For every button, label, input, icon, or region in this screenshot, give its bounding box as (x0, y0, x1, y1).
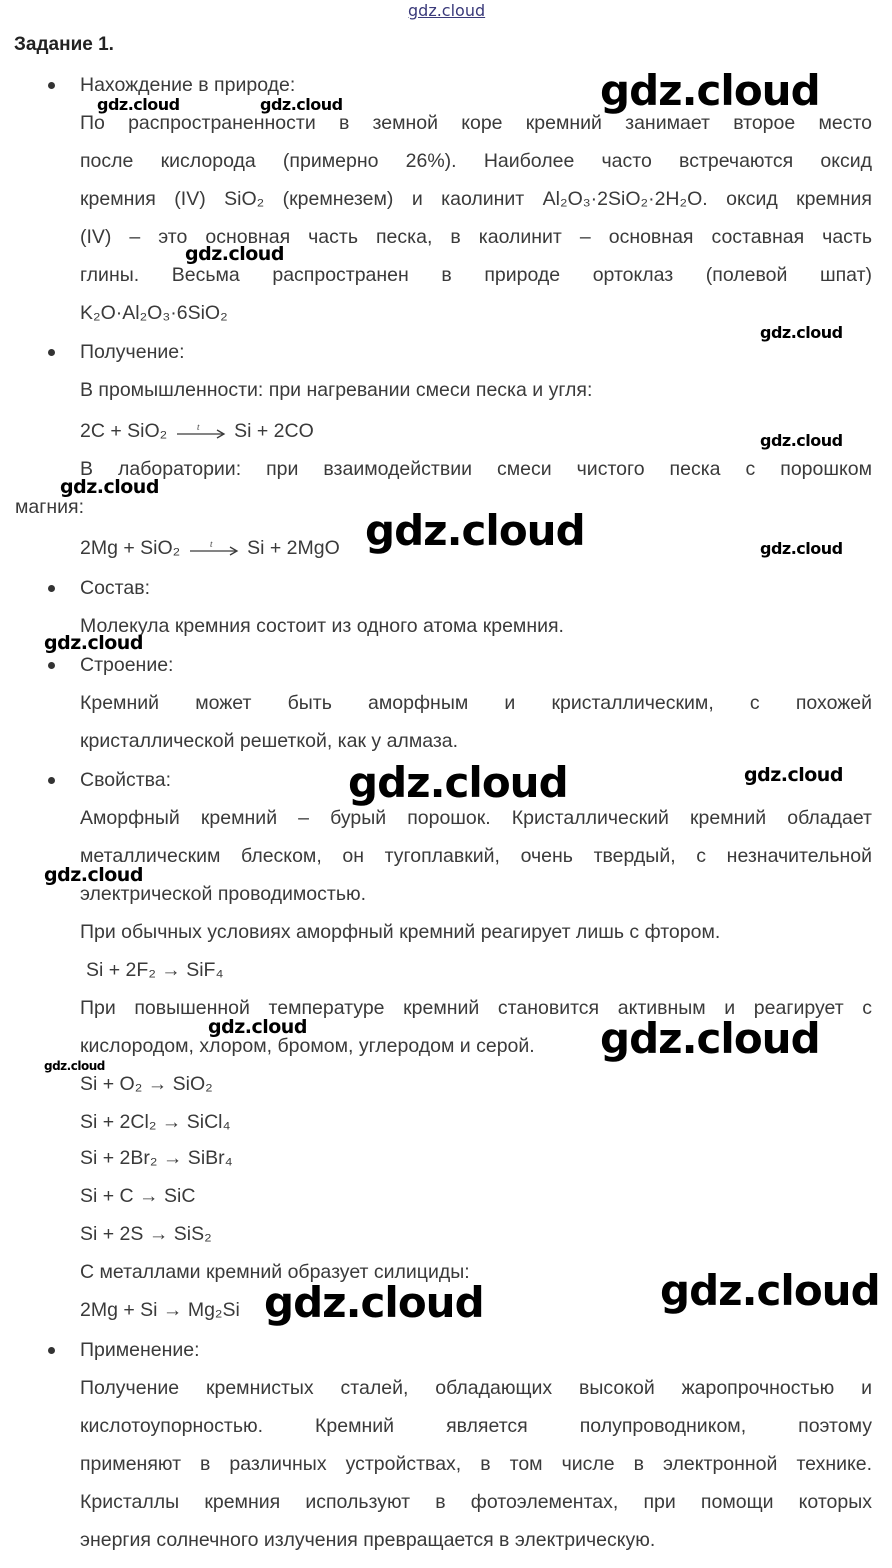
watermark: gdz.cloud (600, 66, 820, 115)
task-title-dot: . (108, 34, 114, 55)
watermark: gdz.cloud (760, 431, 843, 450)
equation-industry (80, 420, 314, 443)
application-heading: Применение: (80, 1339, 200, 1361)
properties-line-5: При повышенной температуре кремний становится активным и реагирует с (80, 997, 872, 1019)
nature-line-6: K₂O·Al₂O₃·6SiO₂ (80, 302, 228, 324)
properties-line-2: металлическим блеском, он тугоплавкий, очень твердый, с незначительной (80, 845, 872, 867)
watermark: gdz.cloud (44, 632, 143, 654)
production-heading: Получение: (80, 341, 185, 363)
nature-line-2: после кислорода (примерно 26%). Наиболее часто встречаются оксид (80, 150, 872, 172)
properties-heading: Свойства: (80, 769, 172, 791)
nature-heading: Нахождение в природе: (80, 74, 296, 96)
equation-lab (80, 537, 340, 560)
watermark: gdz.cloud (365, 506, 585, 555)
watermark: gdz.cloud (760, 323, 843, 342)
watermark: gdz.cloud (44, 864, 143, 886)
equation-carbon: Si + C → SiC (80, 1185, 196, 1207)
watermark: gdz.cloud (208, 1016, 307, 1038)
equation-fluorine: Si + 2F₂ → SiF₄ (86, 959, 224, 981)
bullet-properties (48, 777, 55, 784)
structure-line-2: кристаллической решеткой, как у алмаза. (80, 730, 459, 752)
task-title-text: Задание 1 (14, 34, 109, 55)
equation-industry-left: 2C + SiO₂ (80, 420, 168, 442)
equation-sulfur: Si + 2S → SiS₂ (80, 1223, 212, 1245)
application-line-3: применяют в различных устройствах, в том числе в электронной технике. (80, 1453, 872, 1475)
watermark: gdz.cloud (44, 1059, 105, 1073)
watermark: gdz.cloud (660, 1266, 880, 1315)
production-industry: В промышленности: при нагревании смеси песка и угля: (80, 379, 593, 401)
watermark: gdz.cloud (760, 539, 843, 558)
nature-line-3: кремния (IV) SiO₂ (кремнезем) и каолинит Al₂O₃·2SiO₂·2H₂O. оксид кремния (80, 188, 872, 210)
watermark: gdz.cloud (264, 1278, 484, 1327)
composition-heading: Состав: (80, 577, 151, 599)
equation-bromine: Si + 2Br₂ → SiBr₄ (80, 1147, 233, 1169)
watermark: gdz.cloud (60, 476, 159, 498)
watermark: gdz.cloud (600, 1014, 820, 1063)
header-watermark-link[interactable]: gdz.cloud (408, 1, 486, 20)
bullet-composition (48, 585, 55, 592)
heat-arrow-icon (186, 539, 242, 559)
properties-line-1: Аморфный кремний – бурый порошок. Кристаллический кремний обладает (80, 807, 872, 829)
application-line-5: энергия солнечного излучения превращается в электрическую. (80, 1529, 656, 1551)
equation-magnesium: 2Mg + Si → Mg₂Si (80, 1299, 240, 1321)
properties-line-6: кислородом, хлором, бромом, углеродом и серой. (80, 1035, 535, 1057)
nature-line-4: (IV) – это основная часть песка, в каолинит – основная составная часть (80, 226, 872, 248)
structure-line-1: Кремний может быть аморфным и кристаллическим, с похожей (80, 692, 872, 714)
production-lab-line-2: магния: (15, 496, 85, 518)
application-line-2: кислотоупорностью. Кремний является полупроводником, поэтому (80, 1415, 872, 1437)
heat-arrow-icon (173, 422, 229, 442)
task-title (14, 34, 114, 56)
equation-oxygen: Si + O₂ → SiO₂ (80, 1073, 213, 1095)
watermark: gdz.cloud (97, 95, 180, 114)
watermark: gdz.cloud (260, 95, 343, 114)
nature-line-5: глины. Весьма распространен в природе ортоклаз (полевой шпат) (80, 264, 872, 286)
bullet-structure (48, 662, 55, 669)
equation-industry-right: Si + 2CO (234, 420, 314, 442)
watermark: gdz.cloud (348, 758, 568, 807)
composition-text: Молекула кремния состоит из одного атома кремния. (80, 615, 564, 637)
production-lab-line-1: В лаборатории: при взаимодействии смеси чистого песка с порошком (80, 458, 872, 480)
arrow-label-1: t (196, 421, 200, 432)
equation-lab-right: Si + 2MgO (247, 537, 340, 559)
application-line-1: Получение кремнистых сталей, обладающих высокой жаропрочностью и (80, 1377, 872, 1399)
nature-line-1: По распространенности в земной коре кремний занимает второе место (80, 112, 872, 134)
bullet-application (48, 1347, 55, 1354)
properties-line-7: С металлами кремний образует силициды: (80, 1261, 470, 1283)
application-line-4: Кристаллы кремния используют в фотоэлементах, при помощи которых (80, 1491, 872, 1513)
equation-lab-left: 2Mg + SiO₂ (80, 537, 181, 559)
watermark: gdz.cloud (185, 243, 284, 265)
properties-line-4: При обычных условиях аморфный кремний реагирует лишь с фтором. (80, 921, 721, 943)
bullet-production (48, 349, 55, 356)
equation-chlorine: Si + 2Cl₂ → SiCl₄ (80, 1111, 231, 1133)
bullet-nature (48, 82, 55, 89)
properties-line-3: электрической проводимостью. (80, 883, 367, 905)
watermark: gdz.cloud (744, 764, 843, 786)
arrow-label-2: t (209, 538, 213, 549)
structure-heading: Строение: (80, 654, 174, 676)
